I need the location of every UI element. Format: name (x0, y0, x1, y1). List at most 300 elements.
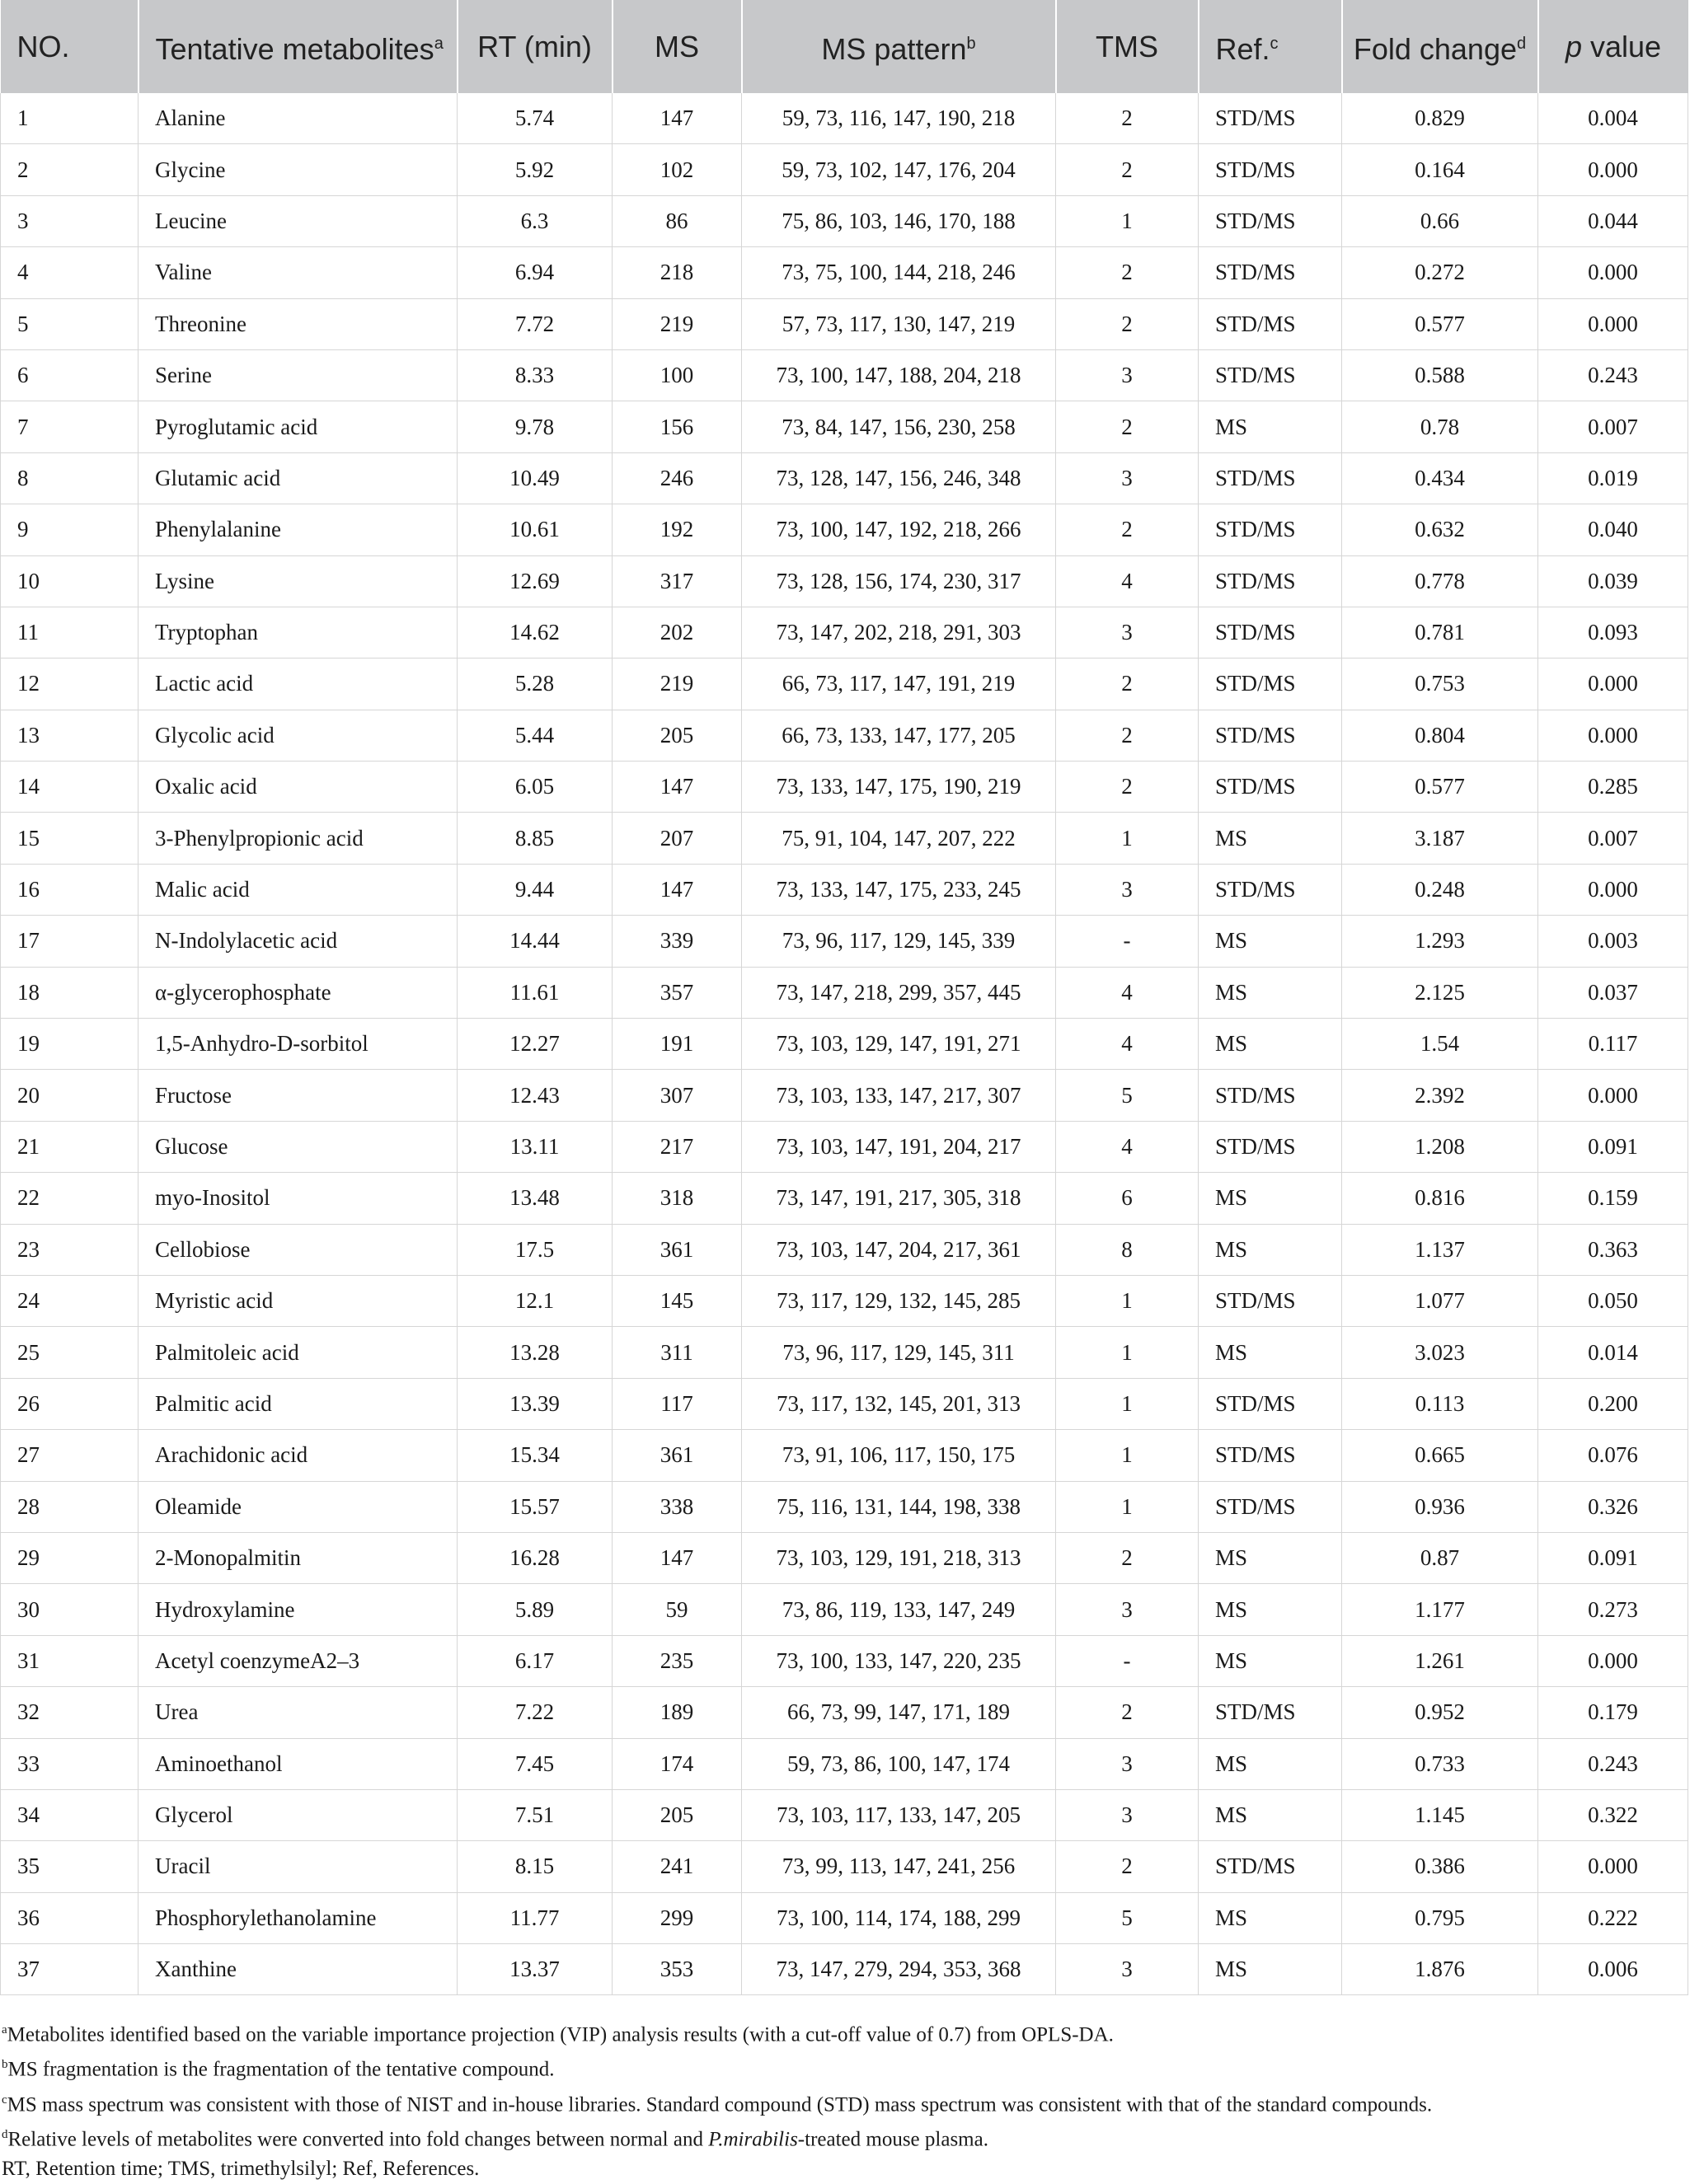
cell-ref: MS (1199, 1584, 1342, 1635)
cell-ms-pattern: 73, 96, 117, 129, 145, 311 (742, 1327, 1056, 1378)
cell-tms: 2 (1056, 298, 1199, 349)
cell-ms: 338 (613, 1481, 742, 1532)
cell-ms: 318 (613, 1173, 742, 1224)
cell-tms: 3 (1056, 864, 1199, 915)
cell-metabolite: Phosphorylethanolamine (138, 1892, 458, 1943)
cell-ref: MS (1199, 916, 1342, 967)
cell-fold-change: 0.753 (1342, 658, 1538, 710)
cell-p-value: 0.243 (1538, 1738, 1688, 1789)
cell-metabolite: Leucine (138, 195, 458, 246)
cell-tms: 3 (1056, 1584, 1199, 1635)
cell-ref: STD/MS (1199, 1070, 1342, 1121)
cell-tms: 1 (1056, 1378, 1199, 1429)
header-row (1, 0, 1688, 93)
cell-fold-change: 1.261 (1342, 1635, 1538, 1686)
cell-rt: 5.89 (458, 1584, 613, 1635)
cell-rt: 7.45 (458, 1738, 613, 1789)
cell-fold-change: 0.66 (1342, 195, 1538, 246)
cell-metabolite: Glutamic acid (138, 452, 458, 504)
cell-rt: 6.05 (458, 762, 613, 813)
cell-ms-pattern: 73, 96, 117, 129, 145, 339 (742, 916, 1056, 967)
cell-ms: 311 (613, 1327, 742, 1378)
cell-rt: 7.51 (458, 1789, 613, 1840)
cell-ms-pattern: 75, 86, 103, 146, 170, 188 (742, 195, 1056, 246)
footnote-c: $^c$MS mass spectrum was consistent with those of NIST and in-house libraries. Standard compound (STD) mass spectrum was consistent with that of the standard compounds. (2, 2093, 1433, 2116)
cell-ms-pattern: 73, 128, 147, 156, 246, 348 (742, 452, 1056, 504)
cell-ms: 145 (613, 1275, 742, 1326)
cell-metabolite: Glycolic acid (138, 710, 458, 761)
table-row (1, 710, 1688, 761)
cell-ref: MS (1199, 1635, 1342, 1686)
cell-no: 31 (1, 1635, 138, 1686)
header-no: NO. (1, 0, 138, 93)
cell-metabolite: Uracil (138, 1841, 458, 1892)
cell-p-value: 0.326 (1538, 1481, 1688, 1532)
cell-no: 37 (1, 1944, 138, 1995)
cell-fold-change: 0.164 (1342, 144, 1538, 195)
cell-ms: 339 (613, 916, 742, 967)
cell-rt: 6.17 (458, 1635, 613, 1686)
cell-ref: STD/MS (1199, 555, 1342, 607)
cell-p-value: 0.285 (1538, 762, 1688, 813)
header-metabolites: Tentative metabolites$^a$ (138, 0, 458, 93)
table-row (1, 1584, 1688, 1635)
cell-fold-change: 1.077 (1342, 1275, 1538, 1326)
cell-ref: STD/MS (1199, 93, 1342, 144)
cell-p-value: 0.014 (1538, 1327, 1688, 1378)
cell-p-value: 0.040 (1538, 504, 1688, 555)
cell-metabolite: Glycine (138, 144, 458, 195)
cell-ref: STD/MS (1199, 1841, 1342, 1892)
cell-no: 3 (1, 195, 138, 246)
cell-fold-change: 0.665 (1342, 1430, 1538, 1481)
cell-fold-change: 0.577 (1342, 762, 1538, 813)
header-ms: MS (613, 0, 742, 93)
cell-ref: MS (1199, 1173, 1342, 1224)
cell-ms: 156 (613, 401, 742, 452)
cell-rt: 8.85 (458, 813, 613, 864)
table-row (1, 144, 1688, 195)
cell-no: 25 (1, 1327, 138, 1378)
cell-metabolite: Malic acid (138, 864, 458, 915)
cell-tms: 2 (1056, 658, 1199, 710)
table-row (1, 1532, 1688, 1583)
cell-ms-pattern: 59, 73, 116, 147, 190, 218 (742, 93, 1056, 144)
cell-p-value: 0.006 (1538, 1944, 1688, 1995)
cell-p-value: 0.000 (1538, 1070, 1688, 1121)
cell-ms-pattern: 73, 103, 147, 191, 204, 217 (742, 1121, 1056, 1172)
cell-p-value: 0.091 (1538, 1532, 1688, 1583)
cell-fold-change: 0.78 (1342, 401, 1538, 452)
table-row (1, 93, 1688, 144)
cell-ref: STD/MS (1199, 144, 1342, 195)
table-row (1, 1687, 1688, 1738)
cell-ms-pattern: 73, 147, 202, 218, 291, 303 (742, 607, 1056, 658)
cell-ms: 205 (613, 1789, 742, 1840)
cell-no: 15 (1, 813, 138, 864)
cell-metabolite: Phenylalanine (138, 504, 458, 555)
cell-ms: 191 (613, 1019, 742, 1070)
table-row (1, 195, 1688, 246)
cell-metabolite: N-Indolylacetic acid (138, 916, 458, 967)
cell-p-value: 0.000 (1538, 710, 1688, 761)
cell-ms-pattern: 75, 116, 131, 144, 198, 338 (742, 1481, 1056, 1532)
cell-metabolite: Acetyl coenzymeA2–3 (138, 1635, 458, 1686)
cell-tms: 3 (1056, 607, 1199, 658)
cell-ms-pattern: 66, 73, 117, 147, 191, 219 (742, 658, 1056, 710)
table-row (1, 916, 1688, 967)
cell-rt: 13.37 (458, 1944, 613, 1995)
cell-fold-change: 1.293 (1342, 916, 1538, 967)
table-row (1, 607, 1688, 658)
cell-ms: 205 (613, 710, 742, 761)
cell-fold-change: 1.54 (1342, 1019, 1538, 1070)
cell-ms: 189 (613, 1687, 742, 1738)
table-row (1, 1789, 1688, 1840)
cell-ref: MS (1199, 1224, 1342, 1275)
header-p-value: p value (1538, 0, 1688, 93)
cell-no: 35 (1, 1841, 138, 1892)
cell-no: 33 (1, 1738, 138, 1789)
cell-fold-change: 2.392 (1342, 1070, 1538, 1121)
header-tms: TMS (1056, 0, 1199, 93)
footnote-b: $^b$MS fragmentation is the fragmentation of the tentative compound. (2, 2058, 555, 2081)
table-row (1, 504, 1688, 555)
cell-fold-change: 1.137 (1342, 1224, 1538, 1275)
cell-rt: 12.27 (458, 1019, 613, 1070)
cell-rt: 13.28 (458, 1327, 613, 1378)
cell-rt: 17.5 (458, 1224, 613, 1275)
cell-tms: 2 (1056, 144, 1199, 195)
cell-ms: 361 (613, 1430, 742, 1481)
cell-no: 14 (1, 762, 138, 813)
cell-p-value: 0.000 (1538, 247, 1688, 298)
cell-no: 4 (1, 247, 138, 298)
cell-fold-change: 0.272 (1342, 247, 1538, 298)
cell-ms: 192 (613, 504, 742, 555)
cell-tms: - (1056, 1635, 1199, 1686)
cell-metabolite: Palmitic acid (138, 1378, 458, 1429)
cell-p-value: 0.007 (1538, 813, 1688, 864)
cell-ms-pattern: 73, 75, 100, 144, 218, 246 (742, 247, 1056, 298)
cell-ref: STD/MS (1199, 762, 1342, 813)
table-row (1, 247, 1688, 298)
cell-ref: STD/MS (1199, 607, 1342, 658)
cell-ms: 219 (613, 298, 742, 349)
cell-ref: STD/MS (1199, 1121, 1342, 1172)
cell-fold-change: 0.434 (1342, 452, 1538, 504)
cell-metabolite: Urea (138, 1687, 458, 1738)
cell-ref: STD/MS (1199, 658, 1342, 710)
table-row (1, 813, 1688, 864)
cell-metabolite: Glucose (138, 1121, 458, 1172)
cell-fold-change: 0.816 (1342, 1173, 1538, 1224)
footnote-a: $^a$Metabolites identified based on the variable importance projection (VIP) analysis results (with a cut-off value of 0.7) from OPLS-DA. (2, 2023, 1114, 2046)
cell-fold-change: 0.952 (1342, 1687, 1538, 1738)
cell-ref: MS (1199, 967, 1342, 1018)
cell-ref: STD/MS (1199, 710, 1342, 761)
cell-rt: 10.61 (458, 504, 613, 555)
cell-no: 24 (1, 1275, 138, 1326)
cell-ref: STD/MS (1199, 1687, 1342, 1738)
header-rt: RT (min) (458, 0, 613, 93)
footnote-abbreviations: RT, Retention time; TMS, trimethylsilyl; Ref, References. (2, 2158, 480, 2181)
cell-p-value: 0.004 (1538, 93, 1688, 144)
cell-ms: 299 (613, 1892, 742, 1943)
cell-tms: 3 (1056, 1944, 1199, 1995)
cell-no: 10 (1, 555, 138, 607)
cell-ms: 100 (613, 349, 742, 401)
cell-ref: STD/MS (1199, 864, 1342, 915)
cell-ms: 207 (613, 813, 742, 864)
table-row (1, 762, 1688, 813)
cell-ref: STD/MS (1199, 1275, 1342, 1326)
cell-rt: 15.57 (458, 1481, 613, 1532)
cell-ref: MS (1199, 1789, 1342, 1840)
cell-rt: 9.78 (458, 401, 613, 452)
cell-fold-change: 0.795 (1342, 1892, 1538, 1943)
cell-ms: 117 (613, 1378, 742, 1429)
cell-rt: 13.39 (458, 1378, 613, 1429)
cell-ms-pattern: 73, 84, 147, 156, 230, 258 (742, 401, 1056, 452)
cell-metabolite: Oxalic acid (138, 762, 458, 813)
cell-fold-change: 0.577 (1342, 298, 1538, 349)
cell-ms: 353 (613, 1944, 742, 1995)
cell-fold-change: 0.829 (1342, 93, 1538, 144)
cell-no: 28 (1, 1481, 138, 1532)
cell-no: 11 (1, 607, 138, 658)
cell-ms-pattern: 73, 100, 147, 192, 218, 266 (742, 504, 1056, 555)
cell-metabolite: Xanthine (138, 1944, 458, 1995)
cell-ref: MS (1199, 401, 1342, 452)
cell-ms-pattern: 73, 103, 147, 204, 217, 361 (742, 1224, 1056, 1275)
table-row (1, 1275, 1688, 1326)
cell-ms: 217 (613, 1121, 742, 1172)
cell-fold-change: 1.876 (1342, 1944, 1538, 1995)
cell-tms: 3 (1056, 452, 1199, 504)
cell-rt: 5.92 (458, 144, 613, 195)
cell-fold-change: 0.781 (1342, 607, 1538, 658)
cell-p-value: 0.039 (1538, 555, 1688, 607)
cell-metabolite: Fructose (138, 1070, 458, 1121)
cell-ref: MS (1199, 1532, 1342, 1583)
cell-ms-pattern: 73, 147, 191, 217, 305, 318 (742, 1173, 1056, 1224)
cell-rt: 9.44 (458, 864, 613, 915)
cell-no: 29 (1, 1532, 138, 1583)
cell-p-value: 0.243 (1538, 349, 1688, 401)
cell-no: 2 (1, 144, 138, 195)
cell-metabolite: Arachidonic acid (138, 1430, 458, 1481)
cell-ms-pattern: 73, 117, 129, 132, 145, 285 (742, 1275, 1056, 1326)
header-ms-pattern: MS pattern$^b$ (742, 0, 1056, 93)
cell-ms-pattern: 75, 91, 104, 147, 207, 222 (742, 813, 1056, 864)
table-row (1, 1327, 1688, 1378)
cell-ms-pattern: 66, 73, 99, 147, 171, 189 (742, 1687, 1056, 1738)
table-row (1, 349, 1688, 401)
cell-rt: 7.72 (458, 298, 613, 349)
cell-ms-pattern: 73, 103, 117, 133, 147, 205 (742, 1789, 1056, 1840)
table-row (1, 1635, 1688, 1686)
cell-ms: 361 (613, 1224, 742, 1275)
cell-metabolite: 3-Phenylpropionic acid (138, 813, 458, 864)
cell-ref: MS (1199, 813, 1342, 864)
cell-ref: MS (1199, 1327, 1342, 1378)
cell-ms-pattern: 73, 147, 218, 299, 357, 445 (742, 967, 1056, 1018)
cell-fold-change: 3.187 (1342, 813, 1538, 864)
cell-p-value: 0.019 (1538, 452, 1688, 504)
cell-tms: 1 (1056, 195, 1199, 246)
table-row (1, 1892, 1688, 1943)
cell-metabolite: Myristic acid (138, 1275, 458, 1326)
cell-ms-pattern: 73, 100, 133, 147, 220, 235 (742, 1635, 1056, 1686)
cell-ms: 147 (613, 864, 742, 915)
cell-metabolite: Tryptophan (138, 607, 458, 658)
cell-rt: 10.49 (458, 452, 613, 504)
cell-metabolite: Alanine (138, 93, 458, 144)
cell-no: 22 (1, 1173, 138, 1224)
cell-ms-pattern: 66, 73, 133, 147, 177, 205 (742, 710, 1056, 761)
table-row (1, 1738, 1688, 1789)
cell-no: 13 (1, 710, 138, 761)
cell-ms-pattern: 59, 73, 102, 147, 176, 204 (742, 144, 1056, 195)
header-fold-change: Fold change$^d$ (1342, 0, 1538, 93)
table-row (1, 1070, 1688, 1121)
cell-tms: 4 (1056, 1121, 1199, 1172)
cell-p-value: 0.044 (1538, 195, 1688, 246)
cell-no: 6 (1, 349, 138, 401)
footnotes (0, 2015, 1688, 2184)
cell-ms-pattern: 73, 100, 147, 188, 204, 218 (742, 349, 1056, 401)
table-row (1, 967, 1688, 1018)
cell-tms: 2 (1056, 710, 1199, 761)
cell-rt: 14.62 (458, 607, 613, 658)
table-row (1, 658, 1688, 710)
cell-ms-pattern: 73, 103, 133, 147, 217, 307 (742, 1070, 1056, 1121)
cell-fold-change: 0.804 (1342, 710, 1538, 761)
cell-rt: 5.44 (458, 710, 613, 761)
cell-p-value: 0.159 (1538, 1173, 1688, 1224)
cell-tms: 5 (1056, 1070, 1199, 1121)
cell-metabolite: α-glycerophosphate (138, 967, 458, 1018)
cell-no: 16 (1, 864, 138, 915)
cell-p-value: 0.117 (1538, 1019, 1688, 1070)
cell-no: 32 (1, 1687, 138, 1738)
cell-rt: 8.15 (458, 1841, 613, 1892)
cell-ms-pattern: 73, 86, 119, 133, 147, 249 (742, 1584, 1056, 1635)
cell-fold-change: 0.87 (1342, 1532, 1538, 1583)
cell-rt: 12.69 (458, 555, 613, 607)
cell-tms: 4 (1056, 1019, 1199, 1070)
table-row (1, 555, 1688, 607)
table-row (1, 1121, 1688, 1172)
cell-tms: 1 (1056, 1327, 1199, 1378)
table-row (1, 1944, 1688, 1995)
cell-ms: 174 (613, 1738, 742, 1789)
cell-metabolite: Threonine (138, 298, 458, 349)
cell-rt: 15.34 (458, 1430, 613, 1481)
table-body (1, 93, 1688, 1995)
cell-p-value: 0.093 (1538, 607, 1688, 658)
cell-tms: - (1056, 916, 1199, 967)
cell-fold-change: 0.386 (1342, 1841, 1538, 1892)
cell-tms: 2 (1056, 93, 1199, 144)
cell-ms: 241 (613, 1841, 742, 1892)
cell-p-value: 0.091 (1538, 1121, 1688, 1172)
cell-no: 26 (1, 1378, 138, 1429)
cell-tms: 2 (1056, 504, 1199, 555)
cell-fold-change: 0.632 (1342, 504, 1538, 555)
cell-ms: 307 (613, 1070, 742, 1121)
cell-rt: 8.33 (458, 349, 613, 401)
cell-rt: 7.22 (458, 1687, 613, 1738)
cell-p-value: 0.000 (1538, 864, 1688, 915)
cell-ref: STD/MS (1199, 452, 1342, 504)
cell-metabolite: Lactic acid (138, 658, 458, 710)
cell-tms: 2 (1056, 762, 1199, 813)
cell-fold-change: 3.023 (1342, 1327, 1538, 1378)
cell-no: 17 (1, 916, 138, 967)
cell-ref: STD/MS (1199, 504, 1342, 555)
cell-ms-pattern: 73, 133, 147, 175, 190, 219 (742, 762, 1056, 813)
cell-fold-change: 0.936 (1342, 1481, 1538, 1532)
cell-ms-pattern: 73, 103, 129, 147, 191, 271 (742, 1019, 1056, 1070)
cell-rt: 11.77 (458, 1892, 613, 1943)
cell-ref: MS (1199, 1944, 1342, 1995)
cell-tms: 4 (1056, 967, 1199, 1018)
cell-p-value: 0.076 (1538, 1430, 1688, 1481)
cell-p-value: 0.003 (1538, 916, 1688, 967)
cell-ms-pattern: 57, 73, 117, 130, 147, 219 (742, 298, 1056, 349)
cell-ref: MS (1199, 1019, 1342, 1070)
cell-p-value: 0.000 (1538, 1841, 1688, 1892)
cell-rt: 14.44 (458, 916, 613, 967)
cell-tms: 4 (1056, 555, 1199, 607)
cell-ms: 317 (613, 555, 742, 607)
cell-no: 30 (1, 1584, 138, 1635)
cell-rt: 12.1 (458, 1275, 613, 1326)
cell-p-value: 0.007 (1538, 401, 1688, 452)
cell-p-value: 0.000 (1538, 298, 1688, 349)
cell-metabolite: Oleamide (138, 1481, 458, 1532)
cell-no: 12 (1, 658, 138, 710)
cell-fold-change: 0.778 (1342, 555, 1538, 607)
cell-ms: 246 (613, 452, 742, 504)
footnote-d: $^d$Relative levels of metabolites were converted into fold changes between normal and P.mirabilis-treated mouse plasma. (2, 2127, 988, 2151)
cell-ms: 202 (613, 607, 742, 658)
cell-metabolite: 1,5-Anhydro-D-sorbitol (138, 1019, 458, 1070)
cell-ms: 147 (613, 1532, 742, 1583)
cell-fold-change: 0.113 (1342, 1378, 1538, 1429)
cell-metabolite: Lysine (138, 555, 458, 607)
table-row (1, 1378, 1688, 1429)
cell-fold-change: 1.177 (1342, 1584, 1538, 1635)
table-row (1, 1019, 1688, 1070)
cell-ms-pattern: 73, 133, 147, 175, 233, 245 (742, 864, 1056, 915)
cell-fold-change: 0.248 (1342, 864, 1538, 915)
cell-ref: STD/MS (1199, 349, 1342, 401)
cell-metabolite: Glycerol (138, 1789, 458, 1840)
cell-ref: STD/MS (1199, 1430, 1342, 1481)
cell-tms: 3 (1056, 349, 1199, 401)
cell-ref: STD/MS (1199, 195, 1342, 246)
cell-metabolite: Serine (138, 349, 458, 401)
cell-metabolite: 2-Monopalmitin (138, 1532, 458, 1583)
cell-ms-pattern: 73, 100, 114, 174, 188, 299 (742, 1892, 1056, 1943)
cell-no: 1 (1, 93, 138, 144)
table-row (1, 401, 1688, 452)
cell-ms: 219 (613, 658, 742, 710)
cell-rt: 5.74 (458, 93, 613, 144)
